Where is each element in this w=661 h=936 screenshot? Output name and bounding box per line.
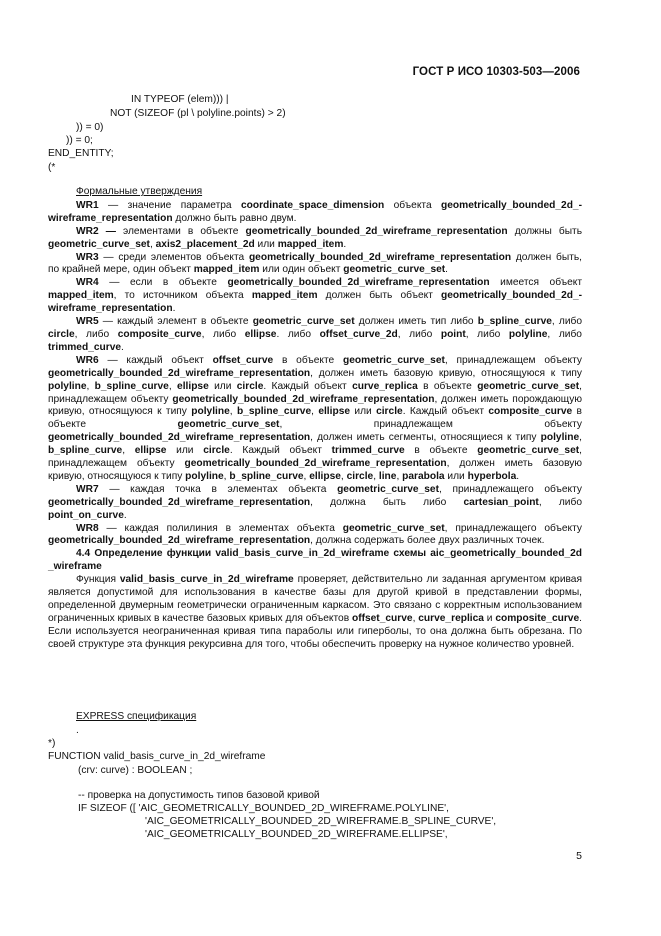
code-line: -- проверка на допустимость типов базовой кривой — [78, 790, 320, 801]
code-line: IN TYPEOF (elem))) | — [131, 94, 229, 105]
code-line: (* — [48, 162, 56, 173]
rule-wr7: WR7 — каждая точка в элементах объекта geometric_curve_set, принадлежащего объекту geometrically_bounded_2d_wireframe_representation, должна быть либо cartesian_point, либо point_on_curve. — [48, 483, 583, 521]
page-number: 5 — [576, 850, 582, 862]
rule-wr1: WR1 — значение параметра coordinate_space_dimension объекта geometrically_bounded_2d_-wireframe_representation должно быть равно двум. — [48, 199, 582, 224]
rule-wr2: WR2 — элементами в объекте geometrically_bounded_2d_wireframe_representation должны быть geometric_curve_set, axis2_placement_2d или mapped_item. — [48, 225, 583, 250]
rule-wr3: WR3 — среди элементов объекта geometrically_bounded_2d_wireframe_representation должен быть, по крайней мере, один объект mapped_item или один объект geometric_curve_set. — [48, 251, 583, 276]
section-paragraph: Функция valid_basis_curve_in_2d_wireframe проверяет, действительно ли заданная аргументом кривая является допустимой для использования в качестве базы для другой кривой в представлении формы, определенной двумерным геометрически ограниченным каркасом. Это связано с корректным использованием ограниченных кривых в качестве базовых кривых для объектов offset_curve, curve_replica и composite_curve. Если используется неограниченная кривая типа параболы или гиперболы, то она должна быть обрезана. По своей структуре эта функция рекурсивна для того, чтобы обеспечить проверку на нужное количество уровней. — [48, 574, 582, 650]
rule-wr4: WR4 — если в объекте geometrically_bounded_2d_wireframe_representation имеется объект mapped_item, то источником объекта mapped_item должен быть объект geometrically_bounded_2d_-wireframe_representation. — [48, 277, 583, 315]
code-line: NOT (SIZEOF (pl \ polyline.points) > 2) — [110, 108, 286, 119]
rule-wr5: WR5 — каждый элемент в объекте geometric_curve_set должен иметь тип либо b_spline_curve, либо circle, либо composite_curve, либо ellipse. либо offset_curve_2d, либо point, либо polyline, либо trimmed_curve. — [48, 316, 583, 353]
code-line: END_ENTITY; — [48, 148, 114, 159]
rules-block — [48, 186, 582, 652]
express-heading: EXPRESS спецификация — [76, 711, 197, 722]
code-line: IF SIZEOF ([ 'AIC_GEOMETRICALLY_BOUNDED_2D_WIREFRAME.POLYLINE', — [78, 803, 449, 814]
express-dot: . — [76, 725, 79, 736]
code-line: )) = 0; — [66, 135, 93, 146]
code-line: )) = 0) — [76, 122, 104, 133]
rule-wr8: WR8 — каждая полилиния в элементах объекта geometric_curve_set, принадлежащего объекту geometrically_bounded_2d_wireframe_representation, должна содержать более двух различных точек. — [48, 522, 583, 547]
code-line: FUNCTION valid_basis_curve_in_2d_wireframe — [48, 751, 266, 762]
code-line: (crv: curve) : BOOLEAN ; — [78, 765, 193, 776]
code-line: 'AIC_GEOMETRICALLY_BOUNDED_2D_WIREFRAME.B_SPLINE_CURVE', — [145, 816, 497, 827]
code-line: *) — [48, 738, 56, 749]
section-heading: 4.4 Определение функции valid_basis_curve_in_2d_wireframe схемы aic_geometrically_bounded_2d _wireframe — [48, 548, 582, 573]
rule-wr6: WR6 — каждый объект offset_curve в объекте geometric_curve_set, принадлежащем объекту geometrically_bounded_2d_wireframe_representation, должен иметь базовую кривую, относящуюся к типу polyline, b_spline_curve, ellipse или circle. Каждый объект curve_replica в объекте geometric_curve_set, принадлежащем объекту geometrically_bounded_2d_wireframe_representation, должен иметь порождающую кривую, относящуюся к типу polyline, b_spline_curve, ellipse или circle. Каждый объект composite_curve в объекте geometric_curve_set, принадлежащем объекту geometrically_bounded_2d_wireframe_representation, должен иметь сегменты, относящиеся к типу polyline, b_spline_curve, ellipse или circle. Каждый объект trimmed_curve в объекте geometric_curve_set, принадлежащем объекту geometrically_bounded_2d_wireframe_representation, должен иметь базовую кривую, относящуюся к типу polyline, b_spline_curve, ellipse, circle, line, parabola или hyperbola. — [48, 354, 582, 482]
code-line: 'AIC_GEOMETRICALLY_BOUNDED_2D_WIREFRAME.ELLIPSE', — [145, 829, 448, 840]
page-header: ГОСТ Р ИСО 10303-503—2006 — [412, 66, 580, 78]
rules-heading: Формальные утверждения — [76, 186, 203, 197]
